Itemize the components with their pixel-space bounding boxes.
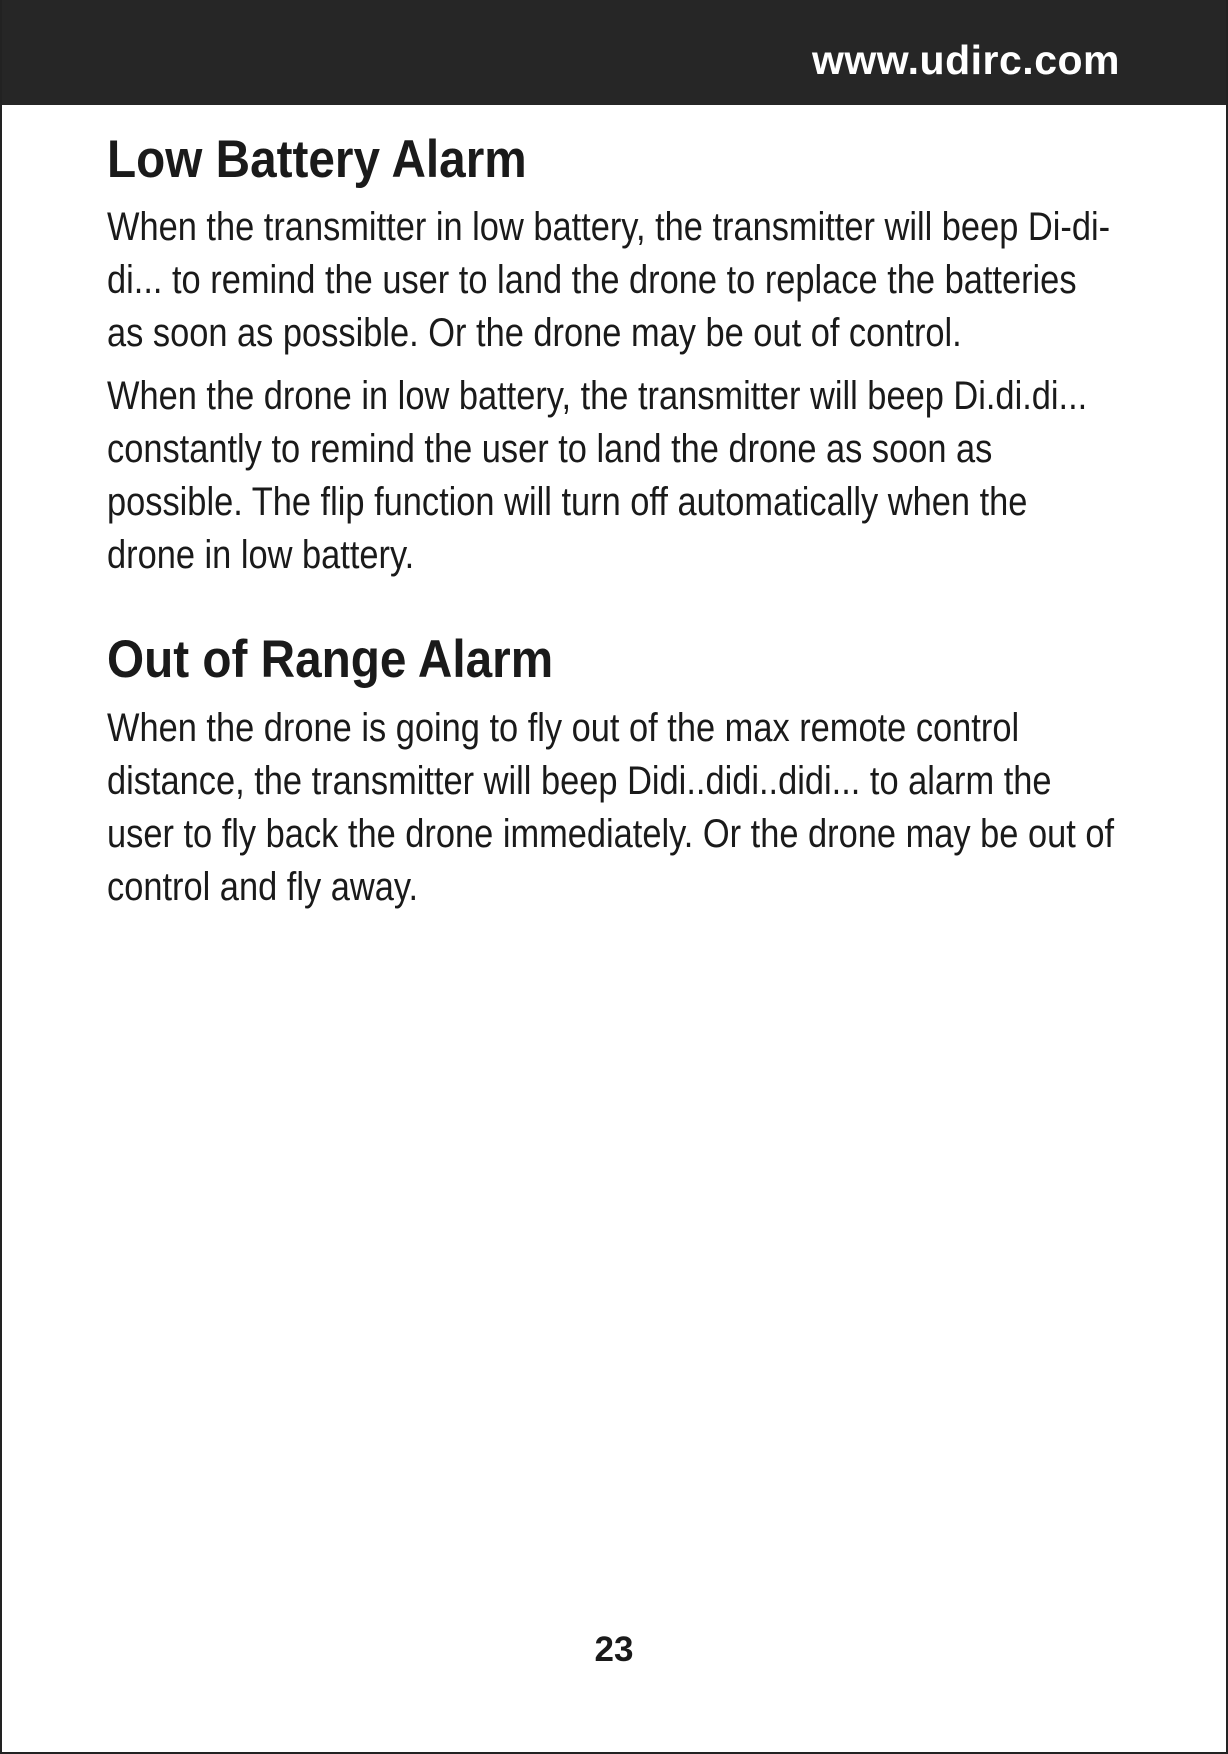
low-battery-alarm-heading: Low Battery Alarm — [107, 130, 527, 189]
page-number: 23 — [594, 1630, 634, 1669]
page-content — [107, 128, 1127, 914]
low-battery-drone-paragraph: When the drone in low battery, the transmitter will beep Di.di.di... constantly to remind the user to land the drone as soon as possible. The flip function will turn off automatically when the drone in low battery. — [107, 374, 1088, 577]
out-of-range-paragraph: When the drone is going to fly out of the max remote control distance, the transmitter will beep Didi..didi..didi... to alarm the user to fly back the drone immediately. Or the drone may be out of control and fly away. — [107, 706, 1115, 909]
header-bar — [2, 0, 1226, 105]
website-url: www.udirc.com — [812, 37, 1120, 83]
low-battery-transmitter-paragraph: When the transmitter in low battery, the transmitter will beep Di-di-di... to remind the user to land the drone to replace the batteries as soon as possible. Or the drone may be out of control. — [107, 205, 1111, 355]
out-of-range-alarm-heading: Out of Range Alarm — [107, 630, 554, 689]
